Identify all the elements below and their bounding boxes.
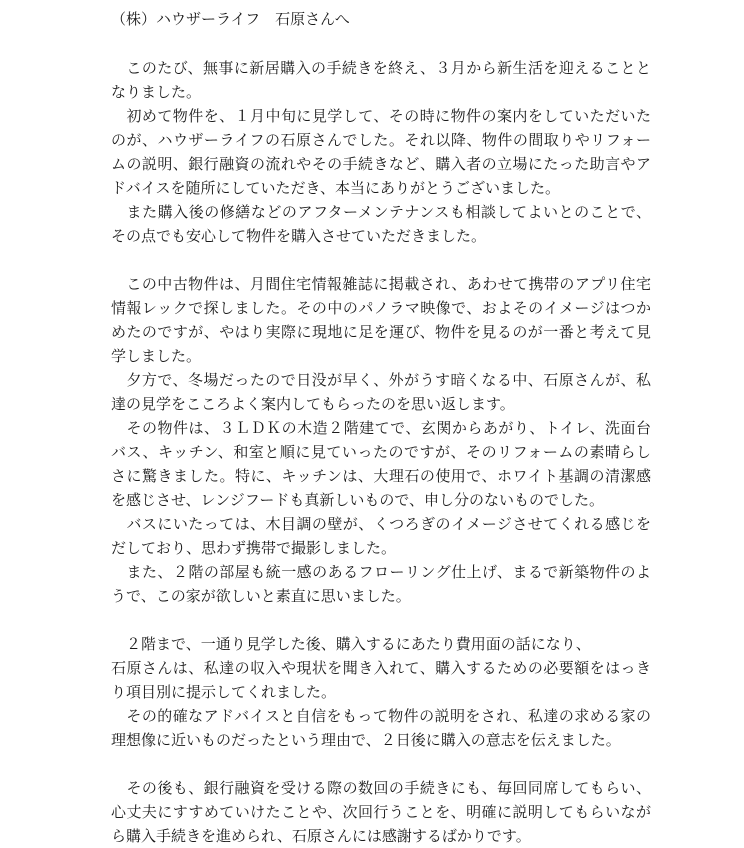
body-line: バスにいたっては、木目調の壁が、くつろぎのイメージさせてくれる感じを [111,515,651,533]
body-line: 心丈夫にすすめていけたことや、次回行うことを、明確に説明してもらいなが [111,803,651,821]
body-line: この中古物件は、月間住宅情報雑誌に掲載され、あわせて携帯のアプリ住宅 [111,275,651,293]
body-line: ２階まで、一通り見学した後、購入するにあたり費用面の話になり、 [111,635,591,653]
body-line: 夕方で、冬場だったので日没が早く、外がうす暗くなる中、石原さんが、私 [111,371,651,389]
body-line: このたび、無事に新居購入の手続きを終え、３月から新生活を迎えることと [111,59,651,77]
body-line: うで、この家が欲しいと素直に思いました。 [111,587,411,605]
body-line: のが、ハウザーライフの石原さんでした。それ以降、物件の間取りやリフォー [111,131,651,149]
body-line: また購入後の修繕などのアフターメンテナンスも相談してよいとのことで、 [111,203,651,221]
body-line: だしており、思わず携帯で撮影しました。 [111,539,397,557]
body-line: を感じさせ、レンジフードも真新しいもので、申し分のないものでした。 [111,491,605,509]
body-line: めたのですが、やはり実際に現地に足を運び、物件を見るのが一番と考えて見 [111,323,651,341]
body-line: その点でも安心して物件を購入させていただきました。 [111,227,487,245]
body-line: また、２階の部屋も統一感のあるフローリング仕上げ、まるで新築物件のよ [111,563,651,581]
body-line: ら購入手続きを進められ、石原さんには感謝するばかりです。 [111,827,531,845]
body-line: ムの説明、銀行融資の流れやその手続きなど、購入者の立場にたった助言やア [111,155,651,173]
body-line: その後も、銀行融資を受ける際の数回の手続きにも、毎回同席してもらい、 [111,779,651,797]
body-line: 石原さんは、私達の収入や現状を聞き入れて、購入するための必要額をはっき [111,659,651,677]
body-line: ドバイスを随所にしていただき、本当にありがとうございました。 [111,179,560,197]
body-line: なりました。 [111,83,202,101]
body-line: 情報レックで探しました。その中のパノラマ映像で、およそのイメージはつか [111,299,651,317]
letter-addressee: （株）ハウザーライフ 石原さんへ [111,10,350,28]
body-line: 理想像に近いものだったという理由で、２日後に購入の意志を伝えました。 [111,731,621,749]
body-line: その的確なアドバイスと自信をもって物件の説明をされ、私達の求める家の [111,707,651,725]
body-line: さに驚きました。特に、キッチンは、大理石の使用で、ホワイト基調の清潔感 [111,467,651,485]
body-line: バス、キッチン、和室と順に見ていったのですが、そのリフォームの素晴らし [111,443,651,461]
body-line: 達の見学をこころよく案内してもらったのを思い返します。 [111,395,515,413]
body-line: 初めて物件を、１月中旬に見学して、その時に物件の案内をしていただいた [111,107,651,125]
body-line: り項目別に提示してくれました。 [111,683,337,701]
body-line: 学しました。 [111,347,202,365]
body-line: その物件は、３ＬＤＫの木造２階建てで、玄関からあがり、トイレ、洗面台 [111,419,651,437]
